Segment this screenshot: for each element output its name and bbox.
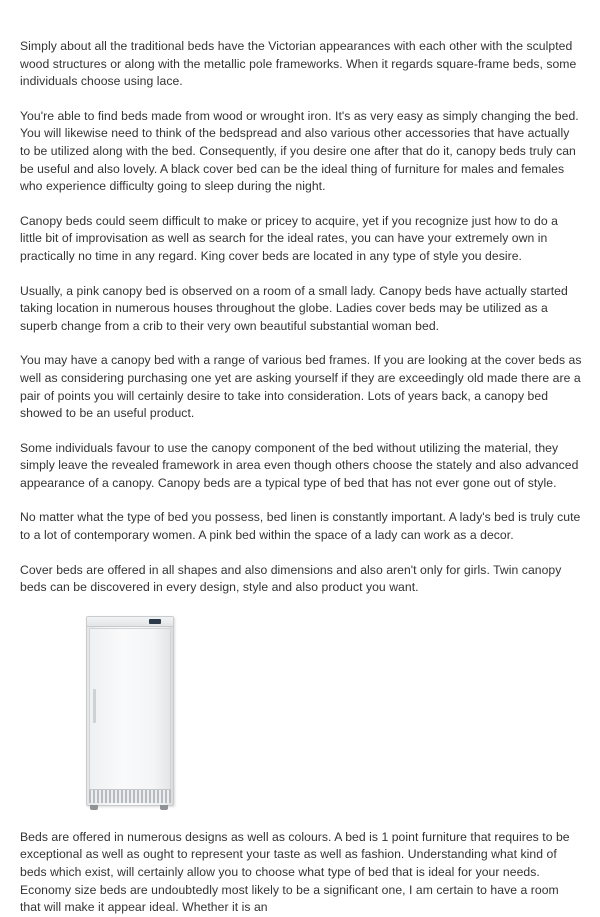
paragraph-3: Canopy beds could seem difficult to make or pricey to acquire, yet if you recognize just how to do a little bit of improvisation as well as search for the ideal rates, you can have your extremely own in practically no time in any regard. King cover beds are located in any type of style you desire.: [20, 213, 558, 263]
fridge-handle: [93, 689, 96, 723]
paragraph-5: You may have a canopy bed with a range of various bed frames. If you are looking at the cover beds as well as considering purchasing one yet are asking yourself if they are exceedingly old made there are a pair of points you will certainly desire to take into consideration. Lots of years back, a canopy bed showed to be an useful product.: [20, 353, 582, 421]
paragraph-4: Usually, a pink canopy bed is observed on a room of a small lady. Canopy beds have actually started taking location in numerous houses throughout the globe. Ladies cover beds may be utilized as a superb change from a crib to their very own beautiful substantial woman bed.: [20, 283, 568, 333]
paragraph-7: No matter what the type of bed you possess, bed linen is constantly important. A lady's bed is truly cute to a lot of contemporary women. A pink bed within the space of a lady can work as a decor.: [20, 510, 581, 543]
fridge-display-icon: [149, 619, 161, 624]
paragraph-9: Beds are offered in numerous designs as well as colours. A bed is 1 point furniture that requires to be exceptional as well as ought to represent your taste as well as fashion. Understanding what kind of beds which exist, will certainly allow you to choose what type of bed that is ideal for your needs. Economy size beds are undoubtedly most likely to be a significant one, I am certain to have a room that will make it appear ideal. Whether it is an: [20, 829, 570, 915]
fridge-foot-right: [160, 805, 168, 810]
fridge-feet: [90, 805, 168, 810]
paragraph-6: Some individuals favour to use the canopy component of the bed without utilizing the material, they simply leave the revealed framework in area even though others choose the stately and also advanced appearance of a canopy. Canopy beds are a typical type of bed that has not ever gone out of style.: [20, 440, 579, 490]
paragraph-1: Simply about all the traditional beds have the Victorian appearances with each other with the sculpted wood structures or along with the metallic pole frameworks. When it regards square-frame beds, some individuals choose using lace.: [20, 39, 577, 89]
paragraph-2: You're able to find beds made from wood or wrought iron. It's as very easy as simply changing the bed. You will likewise need to think of the bedspread and also various other accessories that have actually to be utilized along with the bed. Consequently, if you desire one after that do it, canopy beds truly can be useful and also lovely. A black cover bed can be the ideal thing of furniture for males and females who experience difficulty going to sleep during the night.: [20, 108, 579, 194]
refrigerator-image: [70, 614, 190, 814]
article-body: [20, 38, 582, 917]
fridge-vent-grille: [89, 789, 171, 803]
refrigerator-icon: [86, 616, 174, 806]
fridge-foot-left: [90, 805, 98, 810]
fridge-door: [89, 628, 171, 790]
paragraph-8: Cover beds are offered in all shapes and also dimensions and also aren't only for girls. Twin canopy beds can be discovered in every design, style and also product you want.: [20, 562, 562, 595]
fridge-top-panel: [87, 617, 173, 627]
